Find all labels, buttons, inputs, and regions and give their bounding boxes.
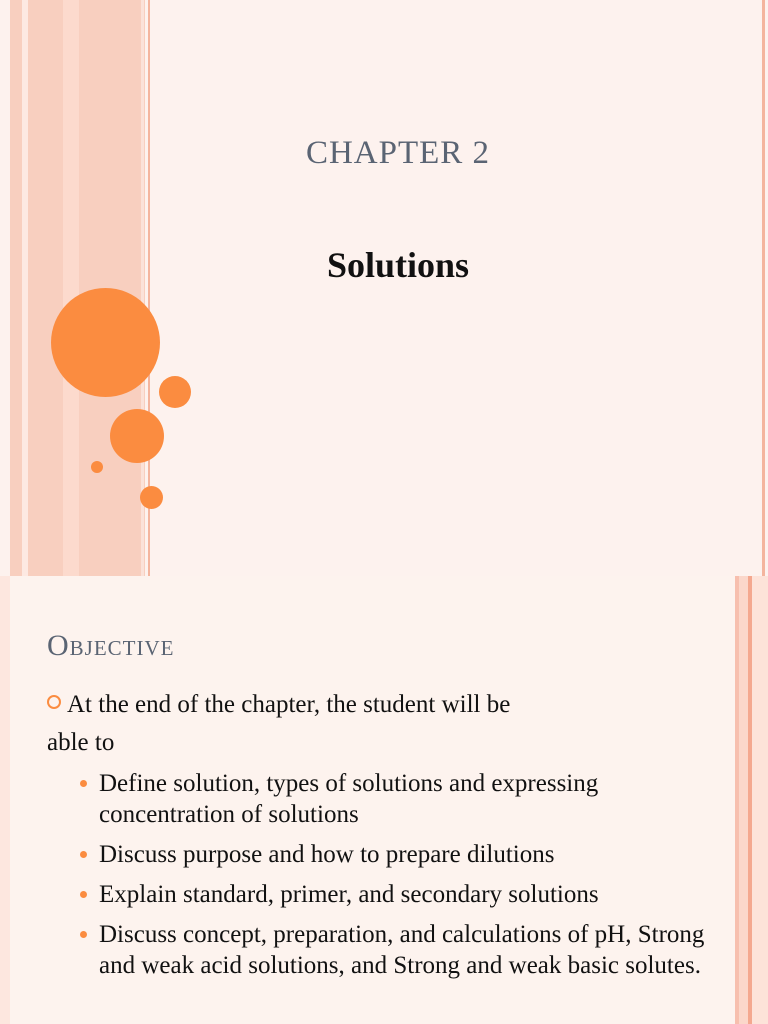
intro-paragraph xyxy=(47,686,687,762)
list-item-text: Discuss concept, preparation, and calculations of pH, Strong and weak acid solutions, and Strong and weak basic solutes. xyxy=(99,921,705,979)
decorative-stripe xyxy=(22,0,28,576)
list-item-text: Define solution, types of solutions and expressing concentration of solutions xyxy=(99,770,599,828)
list-item xyxy=(78,839,718,870)
objective-slide xyxy=(0,576,768,1024)
list-item-text: Explain standard, primer, and secondary solutions xyxy=(99,881,599,908)
decorative-stripe xyxy=(63,0,79,576)
list-item-text: Discuss purpose and how to prepare dilutions xyxy=(99,841,555,868)
bullet-dot-icon xyxy=(80,931,87,938)
circle-decoration xyxy=(159,376,191,408)
bullet-dot-icon xyxy=(80,851,87,858)
slide-title: Solutions xyxy=(326,245,470,285)
small-circle-decoration xyxy=(91,461,103,473)
intro-line-2: able to xyxy=(47,729,115,756)
list-item xyxy=(78,919,718,981)
decorative-stripe xyxy=(752,576,768,1024)
list-item xyxy=(78,879,718,910)
intro-line-1: At the end of the chapter, the student will be xyxy=(67,691,511,718)
decorative-stripe xyxy=(739,576,748,1024)
bullet-dot-icon xyxy=(80,891,87,898)
slide-background xyxy=(150,0,762,576)
objectives-list xyxy=(78,768,718,990)
large-circle-decoration xyxy=(51,288,160,397)
ring-bullet-icon xyxy=(47,695,61,709)
objective-heading: Objective xyxy=(47,629,175,662)
circle-decoration xyxy=(110,409,164,463)
bullet-dot-icon xyxy=(80,780,87,787)
list-item xyxy=(78,768,718,830)
chapter-label: CHAPTER 2 xyxy=(305,135,491,171)
decorative-line xyxy=(762,0,765,576)
circle-decoration xyxy=(140,486,163,509)
decorative-stripe xyxy=(0,576,10,1024)
